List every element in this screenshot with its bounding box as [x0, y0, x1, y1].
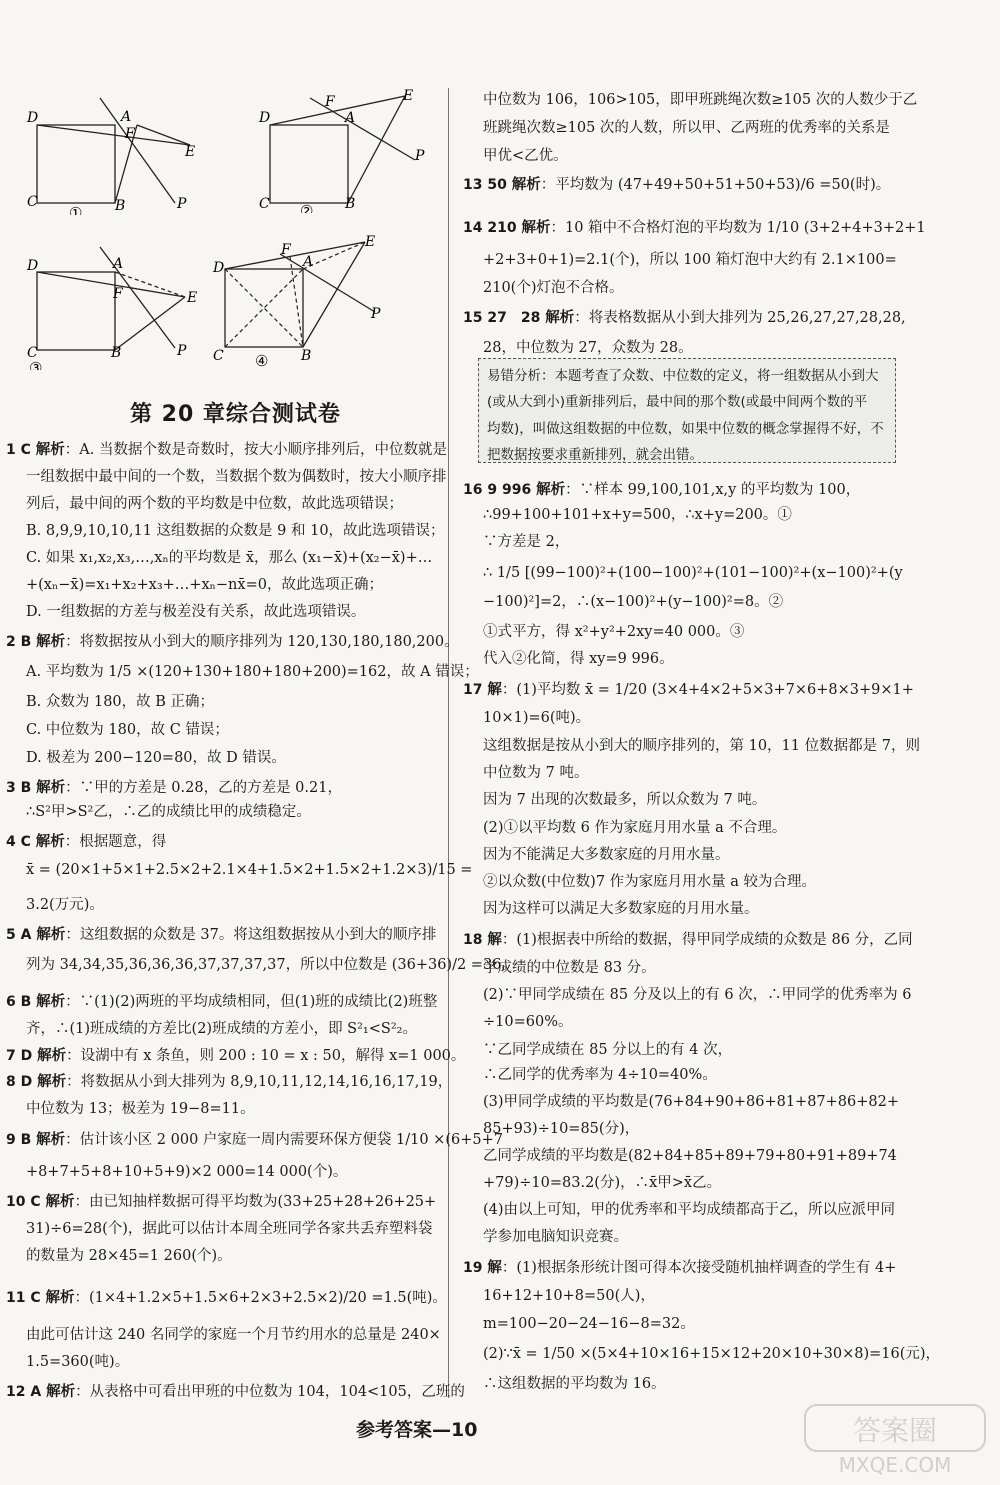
line-text: 31)÷6=28(个)，据此可以估计本周全班同学各家共丢弃塑料袋 — [26, 1221, 433, 1237]
fig4-label-P: P — [371, 306, 381, 322]
fig3-label-E: E — [187, 290, 198, 306]
analysis-keyword: 解析 — [36, 1132, 66, 1148]
text-line — [26, 467, 447, 487]
line-text: 1.5=360(吨)。 — [26, 1354, 130, 1370]
question-number: 17 — [463, 682, 488, 698]
line-text: B. 8,9,9,10,10,11 这组数据的众数是 9 和 10，故此选项错误； — [26, 523, 445, 539]
line-text: (2)∵x̄ = 1/50 ×(5×4+10×16+15×12+20×10+30×8)=16(元)， — [483, 1346, 941, 1362]
fig4-label-D: D — [213, 260, 225, 276]
line-text: ∴S²甲>S²乙，∴乙的成绩比甲的成绩稳定。 — [26, 804, 311, 820]
text-line — [6, 1382, 465, 1402]
line-text: +2+3+0+1)=2.1(个)，所以 100 箱灯泡中大约有 2.1×100= — [483, 252, 897, 268]
text-line — [463, 218, 926, 238]
analysis-keyword: 解析 — [36, 927, 66, 943]
question-number: 10 C — [6, 1194, 46, 1210]
text-line — [6, 1046, 465, 1066]
line-text: ：这组数据的众数是 37。将这组数据按从小到大的顺序排 — [65, 927, 437, 943]
line-text: ÷10=60%。 — [483, 1014, 573, 1030]
fig3-label-A: A — [113, 256, 124, 272]
fig2-number: ② — [300, 202, 314, 213]
line-text: C. 如果 x₁,x₂,x₃,…,xₙ的平均数是 x̄，那么 (x₁−x̄)+(x₂−x̄)+… — [26, 550, 433, 566]
text-line — [483, 1119, 639, 1139]
line-text: ：根据题意，得 — [64, 834, 167, 850]
text-line — [483, 505, 792, 525]
line-text: ：(1)根据条形统计图可得本次接受随机抽样调查的学生有 4+ — [501, 1260, 897, 1276]
text-line — [6, 832, 166, 852]
text-line — [483, 818, 786, 838]
analysis-keyword: 解析 — [36, 634, 66, 650]
text-line — [6, 440, 447, 460]
question-number: 19 — [463, 1260, 488, 1276]
text-line — [6, 1130, 503, 1150]
line-text: (4)由以上可知，甲的优秀率和平均成绩都高于乙，所以应派甲同 — [483, 1202, 896, 1218]
fig1-label-C: C — [27, 194, 38, 210]
text-line — [483, 1374, 666, 1394]
text-line — [483, 146, 568, 166]
text-line — [483, 1012, 572, 1032]
text-line — [483, 1040, 732, 1060]
analysis-keyword: 解 — [487, 1260, 502, 1276]
question-number: 15 27 28 — [463, 310, 546, 326]
text-line — [463, 680, 914, 700]
fig2-label-F: F — [325, 94, 335, 110]
watermark-logo — [800, 1400, 990, 1480]
text-line — [463, 480, 860, 500]
line-text: ：从表格中可看出甲班的中位数为 104，104<105，乙班的 — [75, 1384, 465, 1400]
line-text: ：平均数为 (47+49+50+51+50+53)/6 =50(时)。 — [540, 177, 891, 193]
text-line — [6, 1072, 452, 1092]
line-text: 中位数为 13；极差为 19−8=11。 — [26, 1101, 255, 1117]
fig2-label-P: P — [415, 148, 425, 164]
text-line — [483, 708, 590, 728]
line-text: 由此可估计这 240 名同学的家庭一个月节约用水的总量是 240× — [26, 1327, 441, 1343]
fig1-label-B: B — [115, 198, 126, 214]
text-line — [6, 1192, 436, 1212]
text-line — [483, 250, 897, 270]
line-text: ：(1×4+1.2×5+1.5×6+2×3+2.5×2)/20 =1.5(吨)。 — [74, 1290, 447, 1306]
line-text: ∴99+100+101+x+y=500，∴x+y=200。① — [483, 507, 792, 523]
text-line — [26, 1219, 432, 1239]
line-text: ：∵甲的方差是 0.28，乙的方差是 0.21， — [65, 780, 342, 796]
line-text: ：将数据按从小到大的顺序排列为 120,130,180,180,200。 — [65, 634, 459, 650]
text-line — [483, 1286, 655, 1306]
text-line — [26, 895, 104, 915]
line-text: ∴这组数据的平均数为 16。 — [483, 1376, 666, 1392]
line-text: ：将数据从小到大排列为 8,9,10,11,12,14,16,16,17,19， — [66, 1074, 453, 1090]
line-text: D. 极差为 200−120=80，故 D 错误。 — [26, 750, 286, 766]
text-line — [483, 985, 911, 1005]
line-text: 易错分析：本题考查了众数、中位数的定义，将一组数据从小到大 — [487, 368, 879, 384]
analysis-keyword: 解析 — [37, 1074, 67, 1090]
line-text: A. 平均数为 1/5 ×(120+130+180+180+200)=162，故 A 错误； — [26, 664, 479, 680]
line-text: 一组数据中最中间的一个数，当数据个数为偶数时，按大小顺序排 — [26, 469, 447, 485]
text-line — [483, 958, 656, 978]
text-line — [483, 790, 766, 810]
fig4-label-F: F — [281, 242, 291, 258]
text-line — [6, 778, 342, 798]
fig1-label-E: E — [185, 144, 196, 160]
line-text: (2)∵甲同学成绩在 85 分及以上的有 6 次，∴甲同学的优秀率为 6 — [483, 987, 912, 1003]
line-text: 列后，最中间的两个数的平均数是中位数，故此选项错误； — [26, 496, 403, 512]
question-number: 1 C — [6, 442, 36, 458]
analysis-keyword: 解析 — [36, 780, 66, 796]
analysis-keyword: 解析 — [35, 834, 65, 850]
question-number: 11 C — [6, 1290, 46, 1306]
analysis-keyword: 解析 — [521, 220, 551, 236]
text-line — [483, 1200, 895, 1220]
text-line — [26, 575, 383, 595]
text-line — [26, 1246, 232, 1266]
line-text: 中位数为 106，106>105，即甲班跳绳次数≥105 次的人数少于乙 — [483, 92, 918, 108]
line-text: 学参加电脑知识竞赛。 — [483, 1229, 628, 1245]
line-text: 16+12+10+8=50(人)， — [483, 1288, 655, 1304]
question-number: 8 D — [6, 1074, 38, 1090]
text-line — [26, 1162, 347, 1182]
fig2-label-D: D — [259, 110, 271, 126]
line-text: ：∵样本 99,100,101,x,y 的平均数为 100， — [565, 482, 861, 498]
analysis-keyword: 解析 — [45, 1290, 75, 1306]
line-text: B. 众数为 180，故 B 正确； — [26, 694, 215, 710]
fig1-number: ① — [69, 204, 83, 215]
text-line — [483, 338, 693, 358]
text-line — [483, 1227, 628, 1247]
analysis-keyword: 解析 — [45, 1194, 75, 1210]
text-line — [463, 308, 906, 328]
fig2-label-E: E — [403, 88, 414, 104]
line-text: ：(1)平均数 x̄ = 1/20 (3×4+4×2+5×3+7×6+8×3+9×1+ — [501, 682, 914, 698]
line-text: 齐，∴(1)班成绩的方差比(2)班成绩的方差小，即 S²₁<S²₂。 — [26, 1021, 417, 1037]
line-text: ：10 箱中不合格灯泡的平均数为 1/10 (3+2+4+3+2+1 — [550, 220, 926, 236]
svg-text:MXQE.COM: MXQE.COM — [838, 1453, 952, 1477]
text-line — [483, 899, 759, 919]
text-line — [6, 925, 436, 945]
text-line — [483, 1092, 899, 1112]
svg-text:答案圈: 答案圈 — [852, 1414, 938, 1447]
text-line — [26, 860, 472, 880]
line-text: +(xₙ−x̄)=x₁+x₂+x₃+…+xₙ−nx̄=0，故此选项正确； — [26, 577, 383, 593]
text-line — [6, 632, 459, 652]
text-line — [487, 445, 703, 465]
text-line — [483, 278, 624, 298]
line-text: m=100−20−24−16−8=32。 — [483, 1316, 695, 1332]
question-number: 7 D — [6, 1048, 38, 1064]
text-line — [6, 1288, 447, 1308]
text-line — [26, 802, 311, 822]
text-line — [487, 392, 867, 412]
question-number: 13 50 — [463, 177, 512, 193]
line-text: 因为 7 出现的次数最多，所以众数为 7 吨。 — [483, 792, 767, 808]
question-number: 4 C — [6, 834, 36, 850]
text-line — [463, 930, 913, 950]
line-text: 甲优<乙优。 — [483, 148, 568, 164]
line-text: 均数)，叫做这组数据的中位数，如果中位数的概念掌握得不好，不 — [487, 421, 884, 437]
line-text: ∴乙同学的优秀率为 4÷10=40%。 — [483, 1067, 717, 1083]
fig1-label-D: D — [27, 110, 39, 126]
line-text: 学成绩的中位数是 83 分。 — [483, 960, 656, 976]
fig1-label-A: A — [121, 109, 132, 125]
text-line — [26, 1352, 129, 1372]
text-line — [26, 955, 516, 975]
line-text: 210(个)灯泡不合格。 — [483, 280, 624, 296]
question-number: 12 A — [6, 1384, 47, 1400]
text-line — [26, 692, 214, 712]
question-number: 16 9 996 — [463, 482, 537, 498]
line-text: (3)甲同学成绩的平均数是(76+84+90+86+81+87+86+82+ — [483, 1094, 899, 1110]
line-text: ：A. 当数据个数是奇数时，按大小顺序排列后，中位数就是 — [64, 442, 447, 458]
text-line — [483, 1344, 940, 1364]
text-line — [483, 532, 569, 552]
fig3-label-P: P — [177, 343, 187, 359]
question-number: 3 B — [6, 780, 37, 796]
line-text: ：由已知抽样数据可得平均数为(33+25+28+26+25+ — [74, 1194, 437, 1210]
fig3-label-C: C — [27, 345, 38, 361]
text-line — [26, 548, 432, 568]
text-line — [26, 1099, 255, 1119]
figure-2 — [255, 88, 445, 217]
column-divider — [448, 88, 449, 1398]
page-footer: 参考答案—10 — [356, 1419, 478, 1441]
analysis-keyword: 解析 — [536, 482, 566, 498]
figure-1 — [25, 90, 215, 219]
text-line — [483, 763, 588, 783]
question-number: 14 210 — [463, 220, 522, 236]
question-number: 5 A — [6, 927, 37, 943]
text-line — [487, 419, 884, 439]
analysis-keyword: 解 — [487, 932, 502, 948]
analysis-keyword: 解析 — [545, 310, 575, 326]
section-title: 第 20 章综合测试卷 — [130, 402, 341, 427]
fig2-label-C: C — [259, 196, 270, 212]
text-line — [26, 494, 403, 514]
line-text: 85+93)÷10=85(分)， — [483, 1121, 640, 1137]
question-number: 9 B — [6, 1132, 37, 1148]
question-number: 6 B — [6, 994, 37, 1010]
fig4-label-A: A — [303, 254, 314, 270]
line-text: ∴ 1/5 [(99−100)²+(100−100)²+(101−100)²+(x−100)²+(y — [483, 565, 903, 581]
fig2-label-B: B — [345, 196, 356, 212]
question-number: 18 — [463, 932, 488, 948]
text-line — [483, 118, 890, 138]
line-text: 3.2(万元)。 — [26, 897, 104, 913]
line-text: ：(1)根据表中所给的数据，得甲同学成绩的众数是 86 分，乙同 — [501, 932, 913, 948]
text-line — [26, 1019, 417, 1039]
fig3-label-F: F — [113, 286, 123, 302]
text-line — [483, 90, 917, 110]
text-line — [483, 592, 783, 612]
text-line — [483, 872, 816, 892]
text-line — [26, 748, 286, 768]
line-text: C. 中位数为 180，故 C 错误； — [26, 722, 229, 738]
line-text: (2)①以平均数 6 作为家庭月用水量 a 不合理。 — [483, 820, 787, 836]
line-text: D. 一组数据的方差与极差没有关系，故此选项错误。 — [26, 604, 366, 620]
text-line — [26, 602, 365, 622]
line-text: ：估计该小区 2 000 户家庭一周内需要环保方便袋 1/10 ×(6+5+7 — [65, 1132, 503, 1148]
line-text: 乙同学成绩的平均数是(82+84+85+89+79+80+91+89+74 — [483, 1148, 897, 1164]
line-text: ：设湖中有 x 条鱼，则 200 : 10 = x : 50，解得 x=1 000。 — [66, 1048, 466, 1064]
fig1-label-F: F — [125, 126, 135, 142]
line-text: (或从大到小)重新排列后，最中间的那个数(或最中间两个数的平 — [487, 394, 868, 410]
line-text: 的数量为 28×45=1 260(个)。 — [26, 1248, 232, 1264]
text-line — [487, 366, 879, 386]
fig2-label-A: A — [345, 110, 356, 126]
line-text: 10×1)=6(吨)。 — [483, 710, 591, 726]
text-line — [483, 649, 674, 669]
text-line — [483, 1146, 897, 1166]
line-text: 这组数据是按从小到大的顺序排列的，第 10，11 位数据都是 7，则 — [483, 738, 920, 754]
line-text: x̄ = (20×1+5×1+2.5×2+2.1×4+1.5×2+1.5×2+1.2×3)/15 = — [26, 862, 473, 878]
line-text: ∵方差是 2， — [483, 534, 570, 550]
figure-3 — [25, 245, 215, 374]
line-text: 代入②化简，得 xy=9 996。 — [483, 651, 674, 667]
analysis-keyword: 解析 — [35, 442, 65, 458]
text-line — [483, 1314, 695, 1334]
analysis-keyword: 解 — [487, 682, 502, 698]
fig4-label-E: E — [365, 234, 376, 250]
line-text: −100)²]=2，∴(x−100)²+(y−100)²=8。② — [483, 594, 784, 610]
line-text: 因为不能满足大多数家庭的月用水量。 — [483, 847, 730, 863]
text-line — [483, 1173, 721, 1193]
text-line — [26, 521, 445, 541]
fig3-number: ③ — [29, 359, 43, 370]
analysis-keyword: 解析 — [46, 1384, 76, 1400]
text-line — [483, 736, 920, 756]
text-line — [6, 992, 437, 1012]
fig1-label-P: P — [177, 196, 187, 212]
line-text: +79)÷10=83.2(分)，∴x̄甲>x̄乙。 — [483, 1175, 722, 1191]
text-line — [26, 662, 479, 682]
text-line — [483, 622, 744, 642]
text-line — [483, 1065, 717, 1085]
line-text: ∵乙同学成绩在 85 分以上的有 4 次， — [483, 1042, 733, 1058]
text-line — [483, 845, 730, 865]
line-text: 把数据按要求重新排列，就会出错。 — [487, 447, 703, 463]
text-line — [26, 720, 229, 740]
line-text: +8+7+5+8+10+5+9)×2 000=14 000(个)。 — [26, 1164, 348, 1180]
line-text: 列为 34,34,35,36,36,36,37,37,37,37，所以中位数是 (36+36)/2 =36。 — [26, 957, 516, 973]
line-text: 班跳绳次数≥105 次的人数，所以甲、乙两班的优秀率的关系是 — [483, 120, 890, 136]
text-line — [463, 175, 890, 195]
analysis-keyword: 解析 — [37, 1048, 67, 1064]
figure-4 — [205, 232, 405, 371]
text-line — [483, 563, 903, 583]
text-line — [463, 1258, 896, 1278]
fig4-label-C: C — [213, 348, 224, 364]
line-text: 中位数为 7 吨。 — [483, 765, 589, 781]
fig4-number: ④ — [255, 352, 269, 367]
fig3-label-D: D — [27, 258, 39, 274]
text-line — [26, 1325, 441, 1345]
line-text: 28，中位数为 27，众数为 28。 — [483, 340, 693, 356]
fig4-label-B: B — [301, 348, 312, 364]
line-text: ：将表格数据从小到大排列为 25,26,27,27,28,28, — [574, 310, 906, 326]
line-text: 因为这样可以满足大多数家庭的月用水量。 — [483, 901, 759, 917]
question-number: 2 B — [6, 634, 37, 650]
line-text: ①式平方，得 x²+y²+2xy=40 000。③ — [483, 624, 745, 640]
analysis-keyword: 解析 — [511, 177, 541, 193]
fig3-label-B: B — [111, 345, 122, 361]
line-text: ②以众数(中位数)7 作为家庭月用水量 a 较为合理。 — [483, 874, 817, 890]
line-text: ：∵(1)(2)两班的平均成绩相同，但(1)班的成绩比(2)班整 — [65, 994, 438, 1010]
analysis-keyword: 解析 — [36, 994, 66, 1010]
